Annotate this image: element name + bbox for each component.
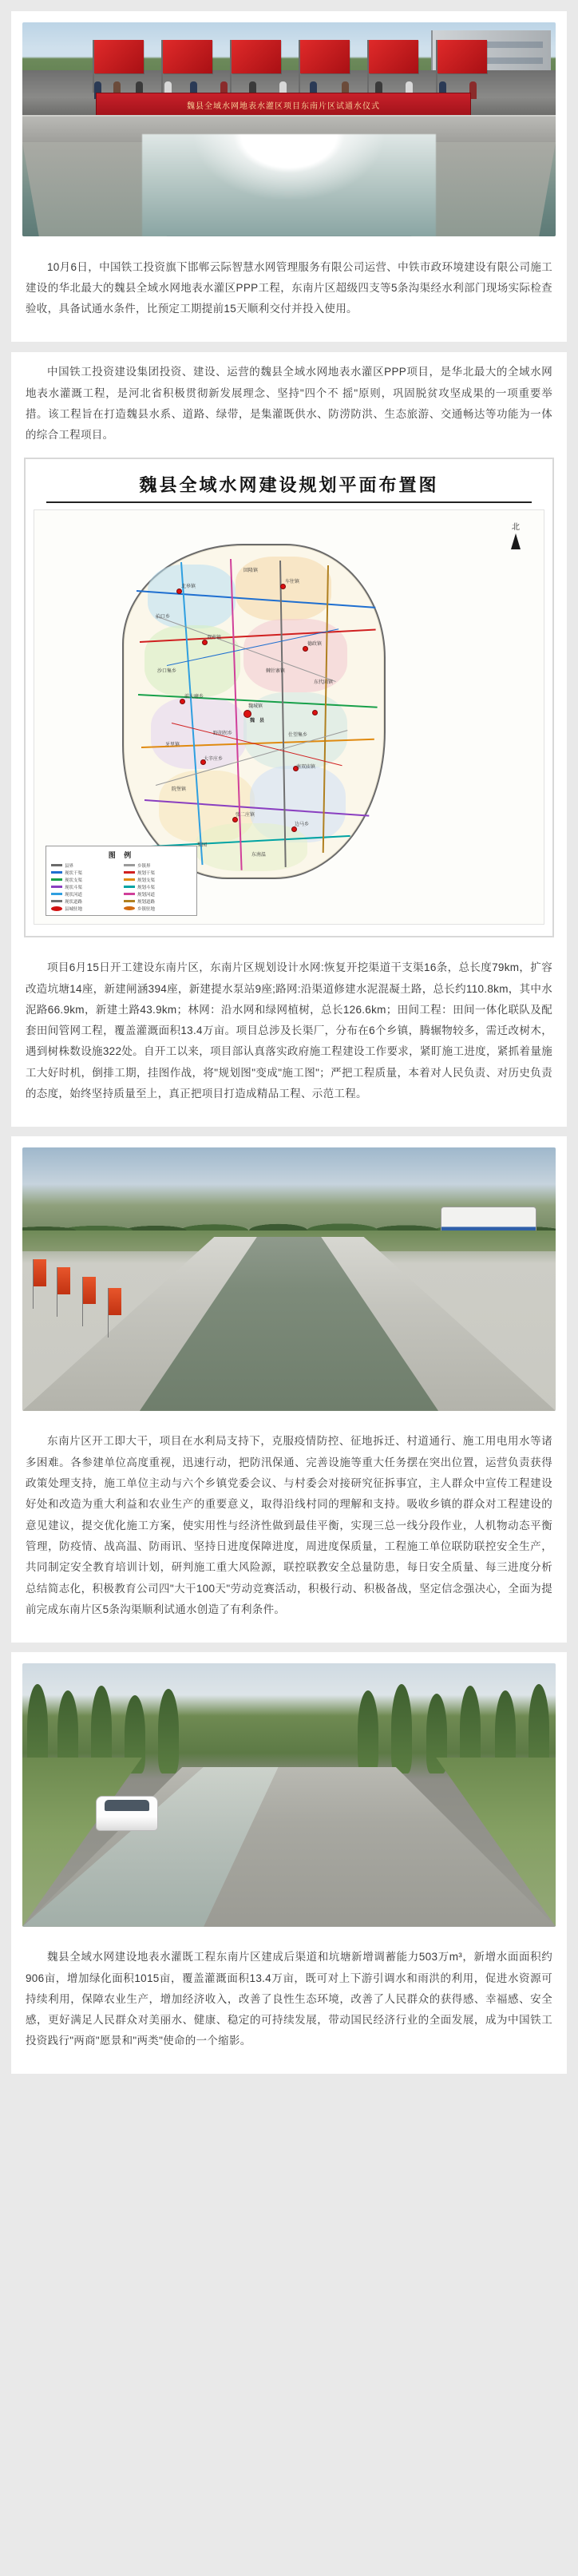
map-title-rule — [46, 501, 532, 503]
map-canvas — [34, 509, 544, 925]
legend-grid — [51, 862, 192, 912]
map-place-label: 梨园 — [197, 842, 208, 848]
map-town-dot — [232, 817, 238, 822]
county-boundary — [122, 544, 386, 879]
legend-title: 图 例 — [108, 850, 135, 859]
legend-swatch — [124, 906, 135, 910]
map-place-label: 回隆镇 — [243, 568, 259, 573]
legend-item — [124, 870, 192, 876]
legend-label: 现状道路 — [65, 899, 83, 905]
legend-label: 规划干渠 — [137, 870, 156, 876]
legend-item — [124, 862, 192, 869]
legend-label: 规划斗渠 — [137, 885, 156, 890]
paragraph-outcome: 魏县全域水网建设地表水灌既工程东南片区建成后渠道和坑塘新增调蓄能力503万m³，新增水面面积约906亩，增加绿化面积1015亩，覆盖灌溉面积13.4万亩，既可对上下游引调水和雨洪的利用，促进水资源可持续利用，保障农业生产，增加经济收入，改善了良性生态环境，改善了人民群众的获得感、幸福感、安全感，更好满足人民群众对美丽水、健康、稳定的可持续发展，带动国民经济行业的全面发展，成为中国铁工投资践行"两商"愿景和"两类"使命的一个缩影。 — [26, 1951, 552, 2047]
map-place-label: 沙口集乡 — [157, 668, 177, 674]
map-town-dot — [303, 646, 308, 652]
white-car — [96, 1796, 158, 1831]
legend-item — [51, 891, 119, 898]
compass-icon — [505, 520, 526, 549]
legend-swatch — [51, 893, 62, 895]
map-place-label: 野胡拐乡 — [213, 731, 233, 736]
legend-label: 现状支渠 — [65, 878, 83, 883]
map-place-label: 张二庄镇 — [236, 812, 255, 818]
legend-swatch — [124, 864, 135, 866]
legend-label: 现状斗渠 — [65, 885, 83, 890]
map-place-label: 德政镇 — [307, 641, 323, 647]
ceremony-banner: 魏县全域水网地表水灌区项目东南片区试通水仪式 — [96, 93, 471, 120]
map-place-label: 院堡镇 — [172, 787, 187, 792]
legend-swatch — [124, 886, 135, 888]
legend-swatch — [124, 878, 135, 881]
map-place-label: 南双庙镇 — [296, 764, 316, 770]
legend-item — [124, 906, 192, 912]
legend-swatch — [51, 864, 62, 866]
map-place-label: 车往镇 — [285, 579, 300, 585]
map-town-dot — [280, 584, 286, 589]
paragraph-construction: 东南片区开工即大干，项目在水利局支持下，克服疫情防控、征地拆迁、村道通行、施工用电用水等诸多困难。各参建单位高度重视，迅速行动，把防汛保通、完善设施等重大任务摆在突出位置，运营负责获得政策处理支持，施工单位主动与六个乡镇党委会议、与村委会对接研究征拆事宜，主人群众中宣传工程建设好处和改造为重大利益和农业生产的重要意义，取得沿线村同的理解和支持。吸收乡镇的群众对工程建设的意见建议，提交优化施工方案，使实用性与经济性做到最佳平衡，实现三总一线分段作业，人机物动态平衡管理，防疫情、战高温、防雨讯、坚持日进度保障进度，周进度保质量，工程施工单位联防联控安全生产，共同制定安全教育培训计划，研判施工重大风险源，联控联教安全总量防患，每日安全质量、每三进度分析总结简志化，积极教育公司四"大干100天"劳动竞赛活动，积极行动、积极备战，坚定信念强决心，全面为提前完成东南片区5条沟渠顺利试通水创造了有利条件。 — [26, 1435, 552, 1615]
article-page — [0, 11, 578, 2576]
legend-label: 县城驻地 — [65, 906, 83, 912]
map-legend — [46, 846, 197, 916]
map-place-label: 魏城镇 — [248, 703, 263, 709]
legend-item — [124, 884, 192, 890]
map-place-label: 东南温 — [251, 852, 267, 858]
map-place-label: 北皋镇 — [181, 584, 196, 589]
legend-item — [51, 877, 119, 883]
map-place-label: 双井镇 — [207, 635, 222, 640]
legend-swatch — [51, 906, 62, 911]
section-ceremony — [11, 11, 567, 342]
map-place-label: 大辛庄乡 — [204, 756, 224, 762]
legend-label: 县界 — [65, 863, 74, 869]
map-town-dot — [176, 589, 182, 594]
section-construction — [11, 1136, 567, 1643]
map-place-label: 牙里镇 — [165, 742, 180, 747]
compass-label: 北 — [512, 522, 520, 532]
legend-item — [51, 870, 119, 876]
legend-swatch — [124, 871, 135, 874]
compass-needle — [511, 533, 521, 549]
map-place-label: 泊口乡 — [156, 614, 171, 620]
map-town-dot — [180, 699, 185, 704]
map-town-dot — [291, 826, 297, 832]
legend-swatch — [124, 893, 135, 895]
paragraph-intro: 中国铁工投资建设集团投资、建设、运营的魏县全域水网地表水灌区PPP项目，是华北最大的全域水网地表水灌溉工程，是河北省积极贯彻新发展理念、坚持"四个不 摇"原则，巩固脱贫攻坚成果的一项重要举措。该工程旨在打造魏县水系、道路、绿带，是集灌既供水、防涝防洪、生态旅游、交通畅达等功能为一体的综合工程项目。 — [26, 366, 552, 442]
paragraph-project-scope: 项目6月15日开工建设东南片区，东南片区规划设计水网:恢复开挖渠道干支渠16条，总长度79km，扩容改造坑塘14座，新建闸涵394座，新建提水泵站9座;路网:沿渠道修建水泥混凝土路，总长约110.8km，其中水泥路66.9km，新建土路43.9km；林网：沿水网和绿网植树，总长126.6km；田间工程：田间一体化联队及配套田间管网工程，覆盖灌溉面积13.4万亩。项目总涉及长渠厂，分布在6个乡镇，腾辗物较多，需迁改树木，遇到树株数设施322处。自开工以来，项目部认真落实政府施工程建设工作要求，紧盯施工进度，紧抓着量施工大好时机，倒排工期，挂图作战，将"规划图"变成"施工图"；严把工程质量，本着对人民负责、对历史负责的态度，始终坚持质量至上，真正把项目打造成精品工程、示范工程。 — [26, 961, 552, 1100]
legend-label: 现状干渠 — [65, 870, 83, 876]
photo-road — [22, 1663, 556, 1927]
legend-item — [124, 877, 192, 883]
flag-banner-row — [34, 1259, 129, 1331]
legend-item — [124, 891, 192, 898]
map-title: 魏县全域水网建设规划平面布置图 — [139, 474, 439, 495]
photo-ceremony — [22, 22, 556, 236]
legend-swatch — [51, 871, 62, 874]
legend-label: 规划道路 — [137, 899, 156, 905]
section-outcome — [11, 1652, 567, 2075]
photo-canal-wrap — [11, 1136, 567, 1411]
map-town-dot — [312, 710, 318, 715]
photo-canal — [22, 1147, 556, 1411]
water-flow — [142, 134, 436, 236]
map-town-dot — [202, 640, 208, 645]
map-place-label: 魏 县 — [250, 718, 265, 723]
map-place-label: 边马乡 — [295, 822, 310, 827]
map-figure — [24, 458, 554, 937]
legend-item — [51, 884, 119, 890]
legend-label: 乡镇驻地 — [137, 906, 156, 912]
photo-ceremony-wrap — [11, 11, 567, 236]
legend-item — [51, 898, 119, 905]
map-place-label: 东代固镇 — [314, 680, 334, 685]
map-place-label: 仕望集乡 — [288, 732, 308, 738]
map-place-label: 前大磨乡 — [184, 694, 204, 699]
legend-swatch — [51, 886, 62, 888]
caption-ceremony: 10月6日，中国铁工投资旗下邯郸云际智慧水网管理服务有限公司运营、中铁市政环境建设有限公司施工建设的华北最大的魏县全域水网地表水灌区PPP工程，东南片区超级四支等5条沟渠经水利部门现场实际检查验收，具备试通水条件，比预定工期提前15天顺利交付并投入使用。 — [26, 260, 552, 315]
section-map — [11, 352, 567, 1126]
legend-swatch — [51, 900, 62, 902]
legend-label: 规划河道 — [137, 892, 156, 898]
legend-label: 现状河道 — [65, 892, 83, 898]
photo-road-wrap — [11, 1652, 567, 1927]
legend-item — [51, 862, 119, 869]
map-place-label: 棘针寨镇 — [266, 668, 286, 674]
legend-label: 规划支渠 — [137, 878, 156, 883]
legend-item — [124, 898, 192, 905]
legend-item — [51, 906, 119, 912]
legend-label: 乡镇界 — [137, 863, 151, 869]
legend-swatch — [124, 900, 135, 902]
legend-swatch — [51, 878, 62, 881]
